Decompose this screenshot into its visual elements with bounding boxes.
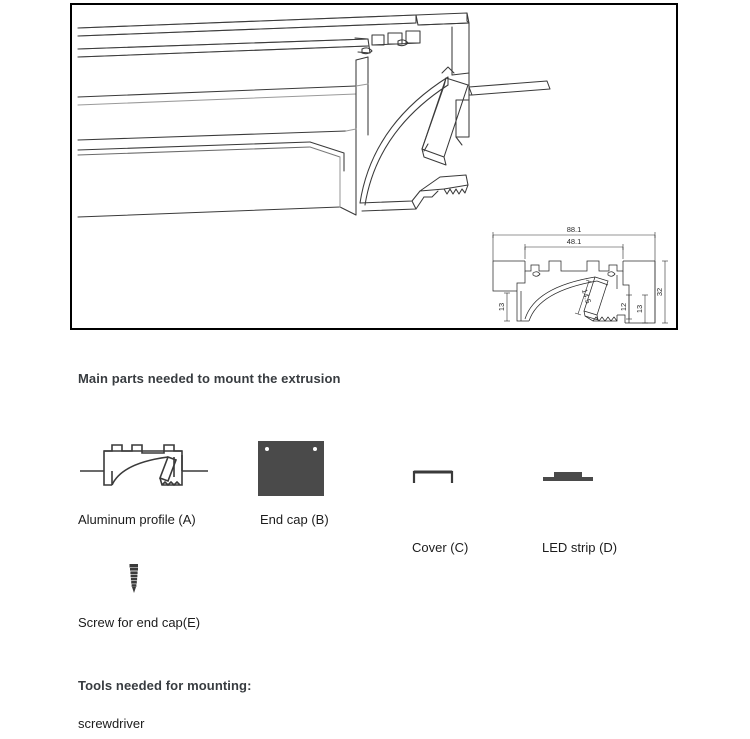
end-cap-screw-hole-right [313, 447, 317, 451]
dim-inner-depth: 12 [619, 302, 628, 312]
end-cap-body [258, 441, 324, 496]
dim-left-depth: 13 [497, 302, 506, 312]
part-cover [412, 441, 468, 554]
dim-angled-length: 14.5 [579, 287, 593, 305]
part-end-cap [258, 441, 329, 526]
tools-list-screwdriver: screwdriver [78, 716, 145, 731]
part-label-screw: Screw for end cap(E) [78, 615, 201, 630]
profile-cross-section-icon [78, 441, 210, 499]
part-led-strip [542, 441, 617, 554]
end-cap-icon [258, 441, 329, 499]
part-label-led-strip: LED strip (D) [542, 540, 618, 555]
main-parts-heading: Main parts needed to mount the extrusion [78, 371, 341, 386]
dim-overall-height: 32 [655, 287, 664, 297]
screw-icon [78, 562, 200, 606]
technical-drawing-frame [70, 3, 678, 330]
dim-inner-width: 48.1 [566, 237, 582, 246]
part-aluminum-profile [78, 441, 210, 526]
dim-right-depth: 13 [635, 304, 644, 314]
part-label-end-cap: End cap (B) [260, 512, 329, 527]
end-cap-screw-hole-left [265, 447, 269, 451]
cross-section-detail-drawing [477, 215, 672, 327]
part-label-cover: Cover (C) [412, 540, 469, 555]
tools-heading: Tools needed for mounting: [78, 678, 252, 693]
cover-channel-icon [412, 469, 468, 527]
dim-overall-width: 88.1 [566, 225, 582, 234]
part-screw [78, 558, 200, 629]
part-label-aluminum-profile: Aluminum profile (A) [78, 512, 196, 527]
led-strip-icon [542, 469, 617, 527]
